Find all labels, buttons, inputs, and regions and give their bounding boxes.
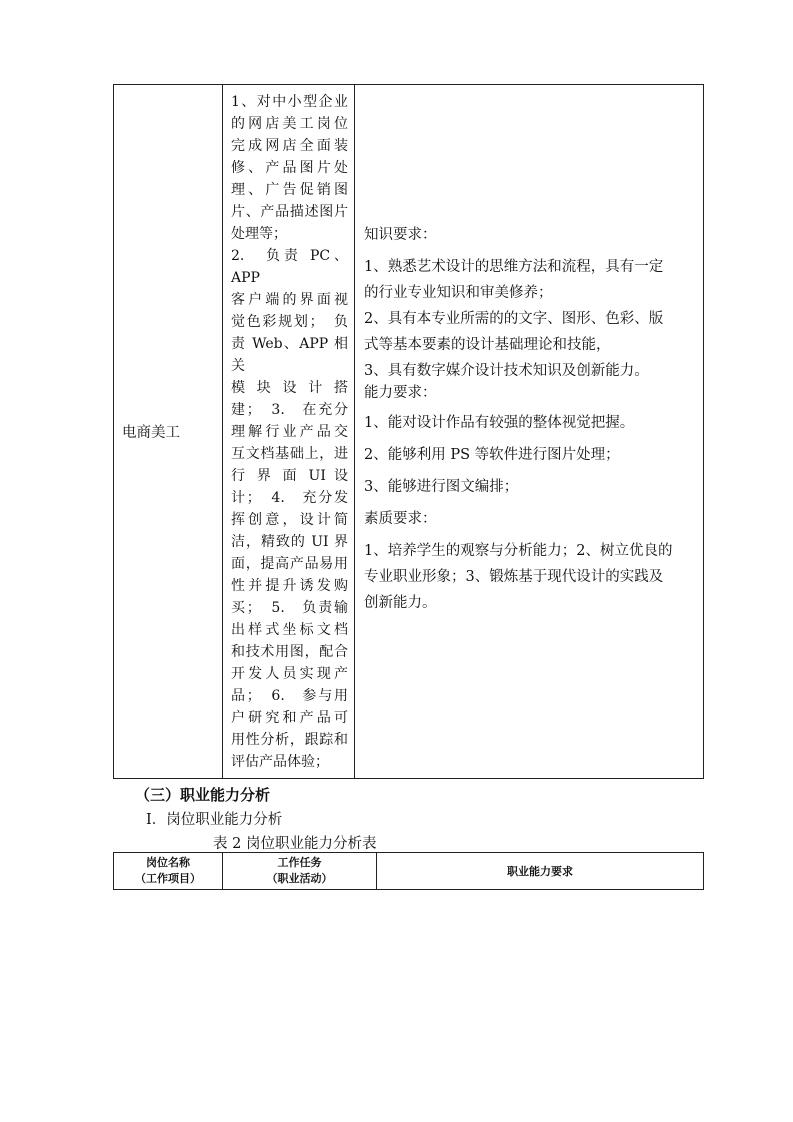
- task-line: 面，提高产品易用: [231, 556, 348, 572]
- header-requirement: [377, 853, 703, 889]
- task-line: 1、对中小型企业: [231, 94, 348, 110]
- task-line: 计； 4. 充分发: [231, 490, 348, 506]
- header-position: [114, 853, 223, 889]
- task-line: 客户端的界面视: [231, 292, 348, 308]
- ability-line: 3、能够进行图文编排；: [364, 479, 519, 495]
- header-requirement-text: 职业能力要求: [507, 865, 573, 878]
- task-line: 行 界 面 UI 设: [231, 468, 348, 484]
- task-line: 理解行业产品交: [231, 424, 348, 440]
- subsection-title: I．岗位职业能力分析: [146, 812, 283, 828]
- knowledge-line: 式等基本要素的设计基础理论和技能，: [364, 337, 611, 353]
- ability-analysis-table: [113, 852, 704, 890]
- task-line: 2. 负责 PC、APP: [231, 248, 348, 286]
- position-cell: [114, 85, 223, 778]
- ability-title: 能力要求：: [364, 385, 437, 401]
- task-line: 责 Web、APP 相关: [231, 336, 348, 374]
- table-caption: 表 2 岗位职业能力分析表: [213, 836, 377, 852]
- ability-line: 2、能够利用 PS 等软件进行图片处理；: [364, 447, 620, 463]
- task-line: 的网店美工岗位: [231, 116, 348, 132]
- knowledge-line: 2、具有本专业所需的的文字、图形、色彩、版: [364, 311, 664, 327]
- task-line: 和技术用图，配合: [231, 644, 348, 660]
- task-line: 买； 5. 负责输: [231, 600, 348, 616]
- task-line: 修、产品图片处: [231, 160, 348, 176]
- task-line: 用性分析，跟踪和: [231, 732, 348, 748]
- task-line: 片、产品描述图片: [231, 204, 348, 220]
- task-line: 开发人员实现产: [231, 666, 348, 682]
- task-line: 挥创意，设计简: [231, 512, 348, 528]
- task-line: 完成网店全面装: [231, 138, 348, 154]
- task-line: 建； 3. 在充分: [231, 402, 348, 418]
- quality-line: 专业职业形象；3、锻炼基于现代设计的实践及: [364, 569, 664, 585]
- header-task: [223, 853, 377, 889]
- ability-line: 1、能对设计作品有较强的整体视觉把握。: [364, 415, 635, 431]
- requirements-cell: [355, 85, 703, 778]
- task-line: 品； 6. 参与用: [231, 688, 348, 704]
- knowledge-line: 3、具有数字媒介设计技术知识及创新能力。: [364, 363, 649, 379]
- task-line: 评估产品体验；: [231, 754, 329, 770]
- header-position-line2: （工作项目）: [135, 872, 201, 885]
- task-line: 模 块 设 计 搭: [231, 380, 348, 396]
- knowledge-line: 1、熟悉艺术设计的思维方法和流程，具有一定: [364, 259, 664, 275]
- task-line: 互文档基础上，进: [231, 446, 348, 462]
- task-line: 觉色彩规划； 负: [231, 314, 348, 330]
- section-title: （三）职业能力分析: [135, 786, 271, 804]
- quality-line: 1、培养学生的观察与分析能力；2、树立优良的: [364, 543, 673, 559]
- tasks-cell: [223, 85, 355, 778]
- job-table: [113, 84, 704, 779]
- task-line: 户研究和产品可: [231, 710, 348, 726]
- task-line: 性并提升诱发购: [231, 578, 348, 594]
- position-name: 电商美工: [122, 425, 180, 441]
- task-line: 理、广告促销图: [231, 182, 348, 198]
- quality-title: 素质要求：: [364, 511, 437, 527]
- task-line: 出样式坐标文档: [231, 622, 348, 638]
- header-task-line2: （职业活动）: [266, 872, 333, 885]
- header-task-line1: 工作任务: [277, 856, 322, 869]
- task-line: 处理等；: [231, 226, 287, 242]
- knowledge-title: 知识要求：: [364, 227, 437, 243]
- quality-line: 创新能力。: [364, 595, 437, 611]
- header-position-line1: 岗位名称: [146, 856, 190, 869]
- task-line: 洁，精致的 UI 界: [231, 534, 348, 550]
- knowledge-line: 的行业专业知识和审美修养；: [364, 285, 553, 301]
